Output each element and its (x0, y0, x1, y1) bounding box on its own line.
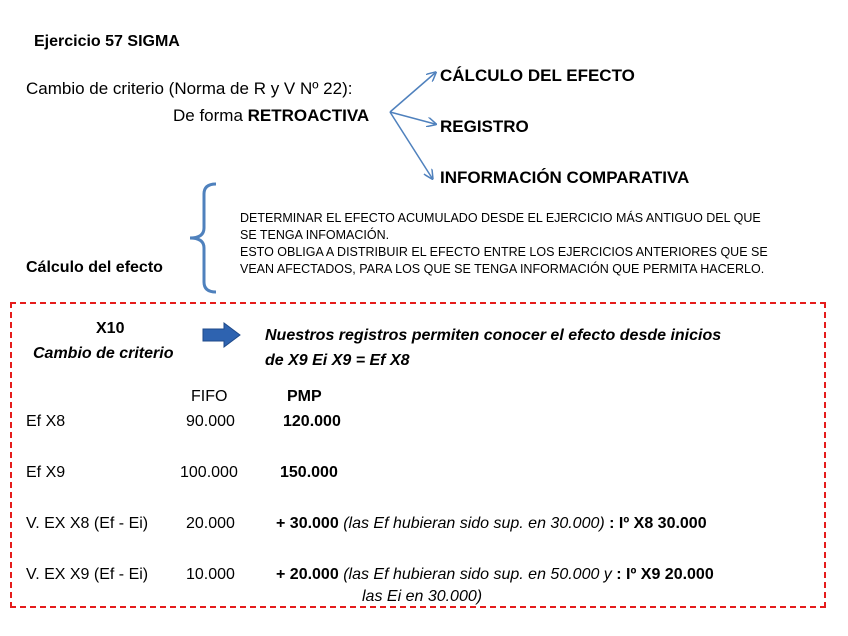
row-label: Ef X9 (26, 464, 66, 481)
row-label: Ef X8 (26, 413, 66, 430)
row-label: V. EX X9 (Ef - Ei) (26, 566, 149, 583)
row-detail (276, 515, 707, 533)
row-comment-continuation: las Ei en 30.000) (362, 588, 483, 605)
row-label: V. EX X8 (Ef - Ei) (26, 515, 149, 532)
intro-line-2-prefix: De forma (173, 106, 243, 125)
calc-line-4: VEAN AFECTADOS, PARA LOS QUE SE TENGA INFORMACIÓN QUE PERMITA HACERLO. (240, 262, 765, 276)
calc-line-3: ESTO OBLIGA A DISTRIBUIR EL EFECTO ENTRE LOS EJERCICIOS ANTERIORES QUE SE (240, 245, 768, 259)
row-fifo: 20.000 (186, 515, 235, 532)
row-comment: (las Ef hubieran sido sup. en 30.000) (343, 515, 605, 532)
intro-line-2-bold: RETROACTIVA (247, 106, 370, 125)
box-note-line-1: Nuestros registros permiten conocer el efecto desde inicios (265, 327, 722, 344)
option-calculo: CÁLCULO DEL EFECTO (440, 66, 635, 85)
row-pmp: + 30.000 (276, 515, 339, 532)
row-pmp: + 20.000 (276, 566, 339, 583)
row-pmp: 150.000 (280, 464, 338, 481)
row-result: : Iº X9 20.000 (616, 566, 714, 583)
row-fifo: 90.000 (186, 413, 235, 430)
col-header-fifo: FIFO (191, 388, 228, 405)
row-fifo: 10.000 (186, 566, 235, 583)
box-note-line-2: de X9 Ei X9 = Ef X8 (265, 352, 410, 369)
calc-line-2: SE TENGA INFOMACIÓN. (240, 228, 390, 242)
curly-brace (186, 182, 220, 294)
box-cambio: Cambio de criterio (33, 345, 174, 362)
row-detail (276, 566, 714, 584)
box-x10: X10 (96, 320, 125, 337)
row-result: : Iº X8 30.000 (609, 515, 707, 532)
option-informacion: INFORMACIÓN COMPARATIVA (440, 168, 690, 187)
col-header-pmp: PMP (287, 388, 322, 405)
intro-line-1: Cambio de criterio (Norma de R y V Nº 22): (26, 79, 353, 98)
row-comment: (las Ef hubieran sido sup. en 50.000 y (343, 566, 612, 583)
block-arrow-icon (202, 322, 242, 348)
page-title: Ejercicio 57 SIGMA (34, 33, 180, 50)
arrow-to-calculo (390, 73, 435, 112)
intro-line-2 (173, 106, 369, 126)
row-pmp: 120.000 (283, 413, 341, 430)
option-registro: REGISTRO (440, 117, 529, 136)
calc-line-1: DETERMINAR EL EFECTO ACUMULADO DESDE EL EJERCICIO MÁS ANTIGUO DEL QUE (240, 211, 761, 225)
row-fifo: 100.000 (180, 464, 238, 481)
calc-label: Cálculo del efecto (26, 259, 163, 276)
calc-description (240, 210, 768, 278)
